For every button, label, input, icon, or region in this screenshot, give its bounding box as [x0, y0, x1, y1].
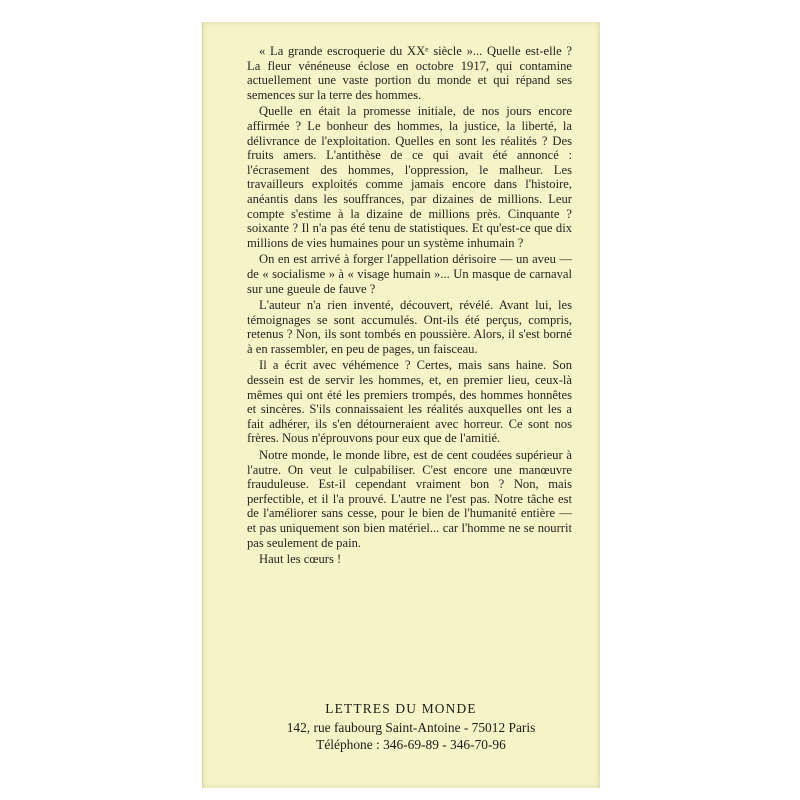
paragraph-4: L'auteur n'a rien inventé, découvert, révélé. Avant lui, les témoignages se sont accumulés. Ont-ils été perçus, compris, retenus ? Non, ils sont tombés en poussière. Alors, il s'est borné à en rassembler, en peu de pages, un faisceau.	[247, 298, 572, 356]
paragraph-3: On en est arrivé à forger l'appellation dérisoire — un aveu — de « socialisme » à « visage humain »... Un masque de carnaval sur une gueule de fauve ?	[247, 252, 572, 296]
paragraph-2: Quelle en était la promesse initiale, de nos jours encore affirmée ? Le bonheur des hommes, la justice, la liberté, la délivrance de l'exploitation. Quelles en sont les réalités ? Des fruits amers. L'antithèse de ce qui avait été annoncé : l'écrasement des hommes, l'oppression, le malheur. Les travailleurs exploités comme jamais encore dans l'histoire, anéantis dans les souffrances, par dizaines de millions. Leur compte s'estime à la dizaine de millions près. Cinquante ? soixante ? Il n'a pas été tenu de statistiques. Et qu'est-ce que dix millions de vies humaines pour un système inhumain ?	[247, 104, 572, 250]
publisher-phone: Téléphone : 346-69-89 - 346-70-96	[316, 737, 506, 752]
paragraph-7: Haut les cœurs !	[259, 552, 342, 567]
blurb-text	[247, 44, 572, 569]
publisher-address: 142, rue faubourg Saint-Antoine - 75012 Paris	[286, 720, 536, 735]
paragraph-5: Il a écrit avec véhémence ? Certes, mais sans haine. Son dessein est de servir les hommes, et, en premier lieu, ceux-là mêmes qui ont été les premiers trompés, des hommes honnêtes et sincères. S'ils connaissaient les réalités auxquelles ont les a fait adhérer, ils s'en détourneraient avec horreur. Ce sont nos frères. Nous n'éprouvons pour eux que de l'amitié.	[247, 358, 572, 446]
publisher-name: LETTRES DU MONDE	[325, 701, 477, 716]
book-back-cover	[202, 22, 600, 788]
paragraph-6: Notre monde, le monde libre, est de cent coudées supérieur à l'autre. On veut le culpabiliser. C'est encore une manœuvre frauduleuse. Est-il cependant vraiment bon ? Non, mais perfectible, et il l'a prouvé. L'autre ne l'est pas. Notre tâche est de l'améliorer sans cesse, pour le bien de l'humanité entière — et pas uniquement son bien matériel... car l'homme ne se nourrit pas seulement de pain.	[247, 448, 572, 550]
paragraph-1: « La grande escroquerie du XXᵉ siècle »... Quelle est-elle ? La fleur vénéneuse éclose en octobre 1917, qui contamine actuellement une vaste portion du monde et qui répand ses semences sur la terre des hommes.	[247, 44, 572, 102]
publisher-block	[203, 700, 599, 753]
